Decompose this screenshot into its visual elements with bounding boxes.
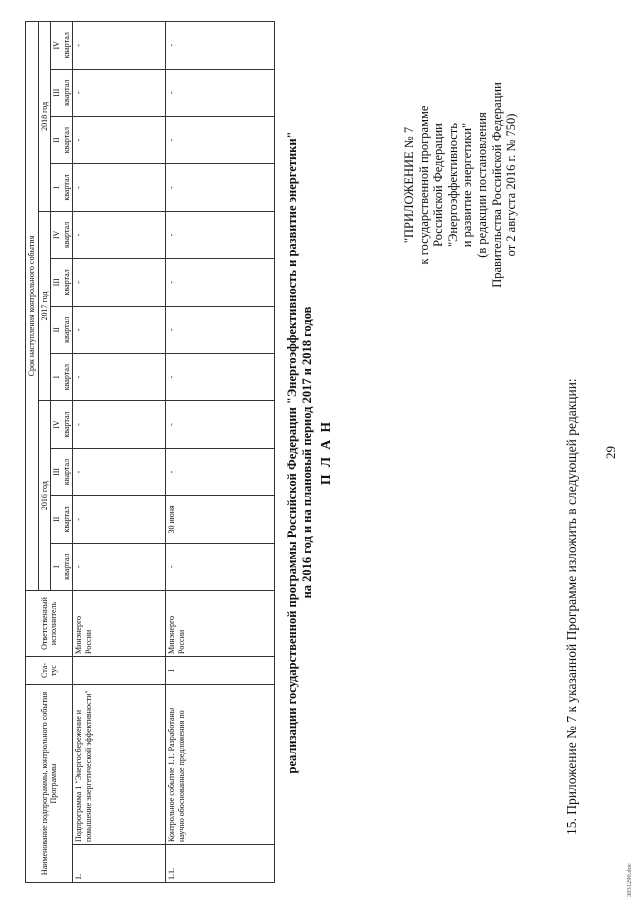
row-executor: Минэнерго России (73, 590, 166, 656)
intro-text: 15. Приложение № 7 к указанной Программе изложить в следующей редакции: (564, 378, 579, 835)
deadline-cell: - (73, 69, 166, 116)
quarter-header (51, 496, 73, 543)
plan-subtitle-line: реализации государственной программы Российской Федерации "Энергоэффективность и развитие энергетики" (285, 131, 299, 774)
deadline-cell: - (73, 401, 166, 448)
plan-title: П Л А Н (318, 420, 333, 485)
quarter-word: квартал (61, 79, 71, 106)
quarter-header (51, 164, 73, 211)
deadline-cell: - (73, 259, 166, 306)
row-executor: Минэнерго России (166, 590, 275, 656)
col-header-name: Наименование подпрограммы, контрольного события Программы (26, 684, 73, 882)
deadline-cell: - (166, 306, 275, 353)
quarter-header (51, 69, 73, 116)
appendix-line: к государственной программе (416, 105, 431, 265)
appendix-line: "ПРИЛОЖЕНИЕ № 7 (402, 126, 416, 244)
deadline-cell: - (73, 448, 166, 495)
quarter-header (51, 353, 73, 400)
deadline-cell: - (73, 543, 166, 590)
deadline-cell: - (73, 306, 166, 353)
row-name: Подпрограмма 1 "Энергосбережение и повышение энергетической эффективности" (73, 684, 166, 844)
deadline-cell: - (73, 353, 166, 400)
quarter-word: квартал (61, 553, 71, 580)
year-header: 2018 год (38, 22, 51, 212)
quarter-numeral: II (52, 137, 61, 143)
quarter-numeral: II (52, 516, 61, 523)
appendix-line: "Энергоэффективность (445, 123, 460, 247)
quarter-header (51, 22, 73, 70)
quarter-word: квартал (61, 411, 71, 438)
page-number: 29 (603, 446, 618, 459)
quarter-header (51, 448, 73, 495)
deadline-cell: - (166, 69, 275, 116)
appendix-line: (в редакции постановления (474, 112, 489, 258)
quarter-numeral: IV (52, 230, 61, 240)
footer-doc-code: 3031290.doc (626, 863, 633, 897)
deadline-cell: - (166, 259, 275, 306)
row-name: Контрольное событие 1.1. Разработаны научно обоснованные предложения по (166, 684, 275, 844)
quarter-header (51, 116, 73, 163)
deadline-cell: - (73, 22, 166, 70)
deadline-cell: - (73, 496, 166, 543)
plan-table (25, 21, 275, 883)
deadline-cell: - (73, 116, 166, 163)
quarter-numeral: I (52, 186, 61, 189)
quarter-numeral: I (52, 375, 61, 379)
col-header-deadline: Срок наступления контрольного события (26, 22, 39, 591)
deadline-cell: - (166, 401, 275, 448)
row-status: I (166, 656, 275, 684)
quarter-word: квартал (61, 506, 71, 533)
deadline-cell: - (73, 164, 166, 211)
row-number: 1. (73, 845, 166, 883)
quarter-header (51, 401, 73, 448)
quarter-header (51, 306, 73, 353)
quarter-header (51, 259, 73, 306)
appendix-header (402, 35, 519, 335)
col-header-status: Ста- тус (26, 656, 73, 684)
col-header-executor: Ответственный исполнитель (26, 590, 73, 656)
deadline-cell: - (166, 22, 275, 70)
appendix-line: и развитие энергетики" (460, 122, 475, 248)
plan-subtitle-line: на 2016 год и на плановый период 2017 и 2018 годов (299, 306, 314, 599)
quarter-word: квартал (61, 127, 71, 154)
deadline-cell: - (166, 448, 275, 495)
quarter-header (51, 211, 73, 258)
deadline-cell: - (166, 116, 275, 163)
deadline-cell: 30 июня (166, 496, 275, 543)
quarter-numeral: II (52, 327, 61, 333)
deadline-cell: - (166, 543, 275, 590)
year-header: 2016 год (38, 401, 51, 591)
deadline-cell: - (166, 353, 275, 400)
quarter-word: квартал (61, 174, 71, 201)
deadline-cell: - (166, 164, 275, 211)
quarter-word: квартал (61, 221, 71, 249)
quarter-word: квартал (61, 364, 71, 391)
quarter-word: квартал (61, 316, 71, 343)
quarter-word: квартал (61, 269, 71, 296)
deadline-cell: - (73, 211, 166, 258)
year-header: 2017 год (38, 211, 51, 401)
plan-subtitle (285, 0, 314, 905)
table-row (73, 22, 166, 883)
quarter-numeral: IV (52, 420, 61, 429)
quarter-numeral: III (52, 467, 61, 476)
quarter-header (51, 543, 73, 590)
quarter-numeral: III (52, 278, 61, 287)
quarter-numeral: I (52, 565, 61, 569)
quarter-word: квартал (61, 458, 71, 486)
quarter-numeral: IV (52, 41, 61, 50)
appendix-line: Российской Федерации (431, 123, 446, 247)
table-row (166, 22, 275, 883)
plan-table-body (73, 22, 275, 883)
deadline-cell: - (166, 211, 275, 258)
row-number: 1.1. (166, 845, 275, 883)
appendix-line: Правительства Российской Федерации (489, 82, 504, 288)
quarter-word: квартал (61, 32, 71, 59)
quarter-numeral: III (52, 88, 61, 97)
appendix-line: от 2 августа 2016 г. № 750) (504, 113, 519, 257)
row-status (73, 656, 166, 684)
